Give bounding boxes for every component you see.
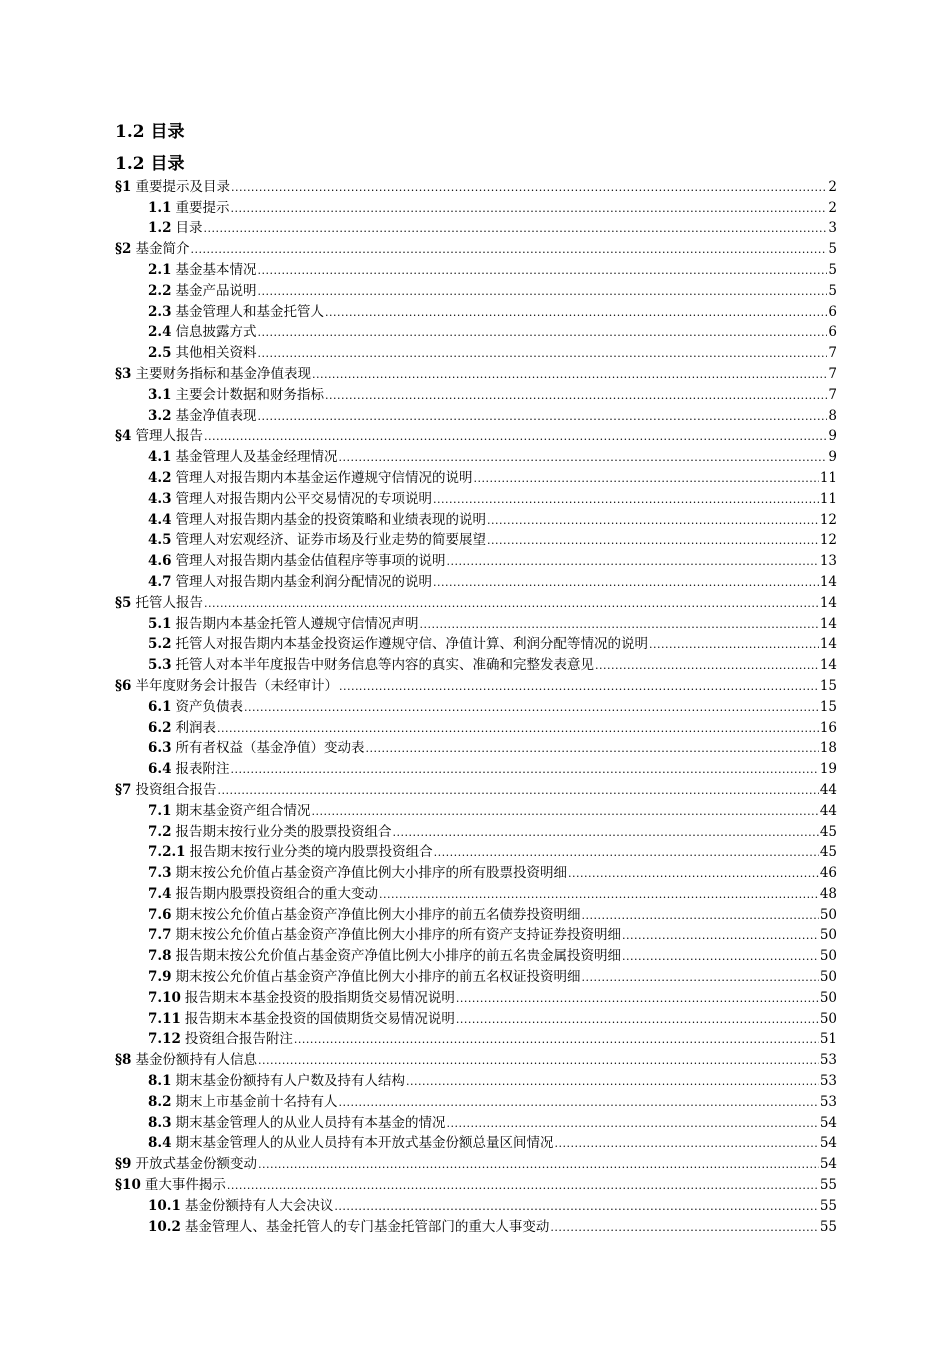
toc-entry-subsection[interactable] [115, 716, 837, 737]
toc-entry-page: 7 [828, 365, 837, 382]
toc-entry-page: 2 [828, 199, 837, 216]
toc-entry-number: 8.3 [148, 1114, 172, 1131]
toc-entry-number: §3 [115, 365, 132, 382]
toc-entry-number: 7.2.1 [148, 844, 186, 861]
toc-entry-title: 主要会计数据和财务指标 [175, 386, 324, 403]
toc-entry-page: 7 [828, 386, 837, 403]
toc-entry-subsection[interactable] [115, 445, 837, 466]
toc-dot-leader [217, 784, 818, 799]
toc-entry-page: 11 [819, 469, 837, 486]
toc-entry-page: 44 [819, 781, 837, 798]
toc-entry-number: 3.2 [148, 407, 172, 424]
toc-entry-title: 投资组合报告 [135, 781, 217, 798]
toc-dot-leader [456, 992, 819, 1007]
toc-entry-subsection[interactable] [115, 508, 837, 529]
toc-entry-subsection[interactable] [115, 861, 837, 882]
toc-entry-section[interactable] [115, 1173, 837, 1194]
toc-entry-page: 54 [819, 1135, 837, 1152]
toc-entry-number: 10.1 [148, 1197, 181, 1214]
toc-entry-title: 基金产品说明 [175, 282, 257, 299]
toc-dot-leader [456, 1013, 819, 1028]
toc-entry-page: 14 [819, 657, 837, 674]
toc-dot-leader [258, 1158, 819, 1173]
toc-entry-number: §5 [115, 594, 132, 611]
toc-entry-subsection[interactable] [115, 1090, 837, 1111]
toc-entry-title: 期末按公允价值占基金资产净值比例大小排序的前五名债券投资明细 [175, 906, 581, 923]
toc-dot-leader [312, 805, 819, 820]
toc-entry-title: 报告期末按行业分类的股票投资组合 [175, 823, 392, 840]
toc-entry-title: 重要提示 [175, 199, 230, 216]
toc-entry-subsection[interactable] [115, 258, 837, 279]
toc-entry-number: §6 [115, 677, 132, 694]
toc-dot-leader [231, 202, 828, 217]
toc-entry-subsection[interactable] [115, 196, 837, 217]
toc-dot-leader [447, 1117, 819, 1132]
toc-dot-leader [555, 1137, 819, 1152]
toc-entry-subsection[interactable] [115, 529, 837, 550]
toc-entry-subsection[interactable] [115, 1111, 837, 1132]
toc-dot-leader [420, 618, 819, 633]
toc-entry-page: 50 [819, 927, 837, 944]
toc-dot-leader [244, 701, 819, 716]
toc-entry-number: 10.2 [148, 1218, 181, 1235]
toc-entry-title: 托管人对本半年度报告中财务信息等内容的真实、准确和完整发表意见 [175, 657, 594, 674]
toc-entry-title: 管理人对报告期内基金的投资策略和业绩表现的说明 [175, 511, 486, 528]
toc-entry-number: 7.7 [148, 927, 172, 944]
toc-dot-leader [433, 493, 819, 508]
toc-entry-section[interactable] [115, 1152, 837, 1173]
toc-entry-section[interactable] [115, 362, 837, 383]
toc-entry-subsection[interactable] [115, 300, 837, 321]
toc-entry-subsection[interactable] [115, 217, 837, 238]
toc-entry-subsection[interactable] [115, 799, 837, 820]
toc-entry-title: 报告期末按公允价值占基金资产净值比例大小排序的前五名贵金属投资明细 [175, 948, 621, 965]
toc-entry-number: 7.10 [148, 989, 181, 1006]
toc-entry-subsection[interactable] [115, 633, 837, 654]
toc-entry-title: 管理人对宏观经济、证券市场及行业走势的简要展望 [175, 532, 486, 549]
toc-entry-page: 13 [819, 553, 837, 570]
toc-entry-number: 7.6 [148, 906, 172, 923]
toc-entry-page: 3 [828, 220, 837, 237]
toc-entry-subsection[interactable] [115, 279, 837, 300]
toc-entry-section[interactable] [115, 778, 837, 799]
toc-entry-page: 53 [819, 1052, 837, 1069]
toc-dot-leader [487, 534, 819, 549]
toc-entry-page: 53 [819, 1073, 837, 1090]
toc-entry-page: 50 [819, 948, 837, 965]
toc-entry-title: 期末按公允价值占基金资产净值比例大小排序的所有资产支持证券投资明细 [175, 927, 621, 944]
toc-entry-subsection[interactable] [115, 1194, 837, 1215]
toc-entry-number: 4.6 [148, 553, 172, 570]
toc-entry-title: 期末上市基金前十名持有人 [175, 1093, 338, 1110]
toc-dot-leader [258, 264, 828, 279]
toc-dot-leader [294, 1033, 819, 1048]
toc-dot-leader [334, 1200, 818, 1215]
toc-entry-page: 55 [819, 1177, 837, 1194]
toc-entry-title: 期末按公允价值占基金资产净值比例大小排序的所有股票投资明细 [175, 865, 567, 882]
toc-entry-subsection[interactable] [115, 1007, 837, 1028]
toc-dot-leader [582, 971, 819, 986]
toc-entry-number: 3.1 [148, 386, 172, 403]
toc-entry-number: §8 [115, 1052, 132, 1069]
toc-entry-number: 7.3 [148, 865, 172, 882]
toc-entry-number: §9 [115, 1156, 132, 1173]
toc-entry-subsection[interactable] [115, 570, 837, 591]
toc-dot-leader [204, 222, 828, 237]
toc-entry-page: 51 [819, 1031, 837, 1048]
toc-entry-section[interactable] [115, 674, 837, 695]
toc-entry-page: 2 [828, 178, 837, 195]
toc-entry-title: 报告期末本基金投资的国债期货交易情况说明 [184, 1010, 455, 1027]
table-of-contents [115, 175, 837, 1236]
toc-entry-page: 6 [828, 303, 837, 320]
toc-entry-number: 7.2 [148, 823, 172, 840]
toc-entry-number: 8.1 [148, 1073, 172, 1090]
toc-entry-title: 半年度财务会计报告（未经审计） [135, 677, 338, 694]
toc-entry-subsection[interactable] [115, 737, 837, 758]
toc-entry-title: 基金份额持有人信息 [135, 1052, 257, 1069]
toc-entry-title: 管理人对报告期内本基金运作遵规守信情况的说明 [175, 469, 473, 486]
toc-dot-leader [190, 243, 827, 258]
toc-entry-page: 5 [828, 241, 837, 258]
toc-dot-leader [258, 326, 828, 341]
toc-entry-page: 14 [819, 636, 837, 653]
toc-entry-page: 50 [819, 969, 837, 986]
toc-entry-number: 8.2 [148, 1093, 172, 1110]
toc-entry-subsection[interactable] [115, 404, 837, 425]
toc-entry-title: 期末基金份额持有人户数及持有人结构 [175, 1073, 405, 1090]
toc-entry-number: 4.1 [148, 449, 172, 466]
toc-entry-number: 7.4 [148, 885, 172, 902]
toc-entry-subsection[interactable] [115, 1132, 837, 1153]
toc-dot-leader [339, 680, 819, 695]
toc-entry-title: 利润表 [175, 719, 216, 736]
toc-entry-subsection[interactable] [115, 1028, 837, 1049]
toc-entry-page: 19 [819, 761, 837, 778]
toc-entry-title: 报表附注 [175, 761, 230, 778]
toc-entry-title: 基金净值表现 [175, 407, 257, 424]
section-heading: 1.2 目录 [115, 122, 185, 142]
toc-entry-title: 主要财务指标和基金净值表现 [135, 365, 311, 382]
toc-entry-subsection[interactable] [115, 986, 837, 1007]
toc-entry-title: 管理人报告 [135, 428, 203, 445]
toc-entry-title: 管理人对报告期内公平交易情况的专项说明 [175, 490, 432, 507]
toc-entry-title: 报告期内本基金托管人遵规守信情况声明 [175, 615, 419, 632]
toc-dot-leader [393, 826, 819, 841]
toc-entry-subsection[interactable] [115, 1069, 837, 1090]
toc-entry-page: 50 [819, 1010, 837, 1027]
toc-entry-page: 48 [819, 885, 837, 902]
toc-entry-subsection[interactable] [115, 944, 837, 965]
toc-entry-title: 托管人报告 [135, 594, 203, 611]
toc-entry-number: 4.4 [148, 511, 172, 528]
toc-entry-number: §10 [115, 1177, 141, 1194]
toc-entry-title: 期末基金资产组合情况 [175, 802, 311, 819]
toc-entry-page: 5 [828, 261, 837, 278]
toc-entry-number: 5.3 [148, 657, 172, 674]
toc-entry-page: 54 [819, 1156, 837, 1173]
toc-entry-title: 基金管理人及基金经理情况 [175, 449, 338, 466]
toc-entry-page: 15 [819, 698, 837, 715]
toc-dot-leader [217, 722, 819, 737]
toc-entry-number: 5.1 [148, 615, 172, 632]
toc-entry-subsection[interactable] [115, 695, 837, 716]
toc-entry-title: 其他相关资料 [175, 345, 257, 362]
toc-entry-title: 报告期末按行业分类的境内股票投资组合 [189, 844, 433, 861]
toc-entry-number: 7.8 [148, 948, 172, 965]
toc-entry-subsection[interactable] [115, 383, 837, 404]
toc-entry-title: 基金基本情况 [175, 261, 257, 278]
toc-entry-number: 5.2 [148, 636, 172, 653]
toc-entry-page: 14 [819, 594, 837, 611]
toc-entry-title: 期末基金管理人的从业人员持有本基金的情况 [175, 1114, 446, 1131]
toc-dot-leader [339, 451, 828, 466]
toc-dot-leader [434, 846, 819, 861]
toc-entry-number: 6.2 [148, 719, 172, 736]
toc-entry-page: 11 [819, 490, 837, 507]
toc-entry-title: 基金份额持有人大会决议 [184, 1197, 334, 1214]
toc-entry-number: 2.1 [148, 261, 172, 278]
toc-entry-number: 2.4 [148, 324, 172, 341]
toc-entry-subsection[interactable] [115, 757, 837, 778]
toc-dot-leader [231, 181, 827, 196]
toc-entry-number: 6.1 [148, 698, 172, 715]
toc-entry-number: 2.2 [148, 282, 172, 299]
toc-dot-leader [312, 368, 827, 383]
toc-entry-page: 8 [828, 407, 837, 424]
toc-entry-page: 5 [828, 282, 837, 299]
toc-entry-number: 4.3 [148, 490, 172, 507]
toc-entry-number: 6.4 [148, 761, 172, 778]
toc-entry-number: 2.3 [148, 303, 172, 320]
toc-entry-title: 托管人对报告期内本基金投资运作遵规守信、净值计算、利润分配等情况的说明 [175, 636, 648, 653]
toc-entry-page: 50 [819, 906, 837, 923]
toc-entry-page: 14 [819, 615, 837, 632]
toc-dot-leader [582, 909, 819, 924]
toc-entry-subsection[interactable] [115, 321, 837, 342]
toc-entry-title: 目录 [175, 220, 203, 237]
toc-entry-number: 1.1 [148, 199, 172, 216]
toc-heading: 1.2 目录 [115, 154, 185, 174]
toc-entry-number: 7.1 [148, 802, 172, 819]
toc-entry-number: §2 [115, 241, 132, 258]
toc-entry-page: 7 [828, 345, 837, 362]
toc-entry-subsection[interactable] [115, 341, 837, 362]
toc-dot-leader [622, 950, 819, 965]
toc-entry-number: 7.9 [148, 969, 172, 986]
toc-dot-leader [447, 555, 819, 570]
toc-entry-subsection[interactable] [115, 820, 837, 841]
toc-entry-number: 7.12 [148, 1031, 181, 1048]
toc-dot-leader [595, 659, 819, 674]
toc-entry-page: 45 [819, 844, 837, 861]
toc-dot-leader [568, 867, 819, 882]
toc-entry-page: 54 [819, 1114, 837, 1131]
toc-entry-page: 9 [828, 449, 837, 466]
toc-entry-title: 期末基金管理人的从业人员持有本开放式基金份额总量区间情况 [175, 1135, 554, 1152]
toc-dot-leader [622, 929, 819, 944]
toc-entry-subsection[interactable] [115, 653, 837, 674]
toc-dot-leader [204, 430, 827, 445]
toc-entry-subsection[interactable] [115, 466, 837, 487]
toc-entry-section[interactable] [115, 175, 837, 196]
toc-entry-page: 15 [819, 677, 837, 694]
toc-entry-page: 50 [819, 989, 837, 1006]
toc-entry-number: 2.5 [148, 345, 172, 362]
toc-dot-leader [325, 306, 827, 321]
toc-entry-title: 投资组合报告附注 [184, 1031, 293, 1048]
toc-dot-leader [339, 1096, 819, 1111]
toc-entry-title: 报告期内股票投资组合的重大变动 [175, 885, 378, 902]
toc-entry-title: 基金管理人、基金托管人的专门基金托管部门的重大人事变动 [184, 1218, 550, 1235]
toc-dot-leader [474, 472, 819, 487]
toc-entry-page: 9 [828, 428, 837, 445]
toc-entry-section[interactable] [115, 237, 837, 258]
toc-entry-title: 重大事件揭示 [144, 1177, 226, 1194]
toc-entry-page: 55 [819, 1197, 837, 1214]
toc-entry-page: 16 [819, 719, 837, 736]
toc-entry-number: §7 [115, 781, 132, 798]
toc-dot-leader [487, 514, 819, 529]
toc-entry-page: 12 [819, 511, 837, 528]
toc-entry-title: 重要提示及目录 [135, 178, 230, 195]
toc-entry-subsection[interactable] [115, 841, 837, 862]
toc-entry-page: 6 [828, 324, 837, 341]
toc-entry-page: 45 [819, 823, 837, 840]
toc-entry-number: 4.2 [148, 469, 172, 486]
toc-entry-subsection[interactable] [115, 487, 837, 508]
toc-dot-leader [258, 410, 828, 425]
toc-entry-number: 4.5 [148, 532, 172, 549]
toc-entry-section[interactable] [115, 425, 837, 446]
toc-entry-page: 44 [819, 802, 837, 819]
toc-entry-title: 开放式基金份额变动 [135, 1156, 257, 1173]
toc-entry-title: 所有者权益（基金净值）变动表 [175, 740, 365, 757]
toc-entry-page: 14 [819, 573, 837, 590]
toc-entry-subsection[interactable] [115, 1215, 837, 1236]
toc-entry-title: 管理人对报告期内基金利润分配情况的说明 [175, 573, 432, 590]
toc-entry-title: 基金简介 [135, 241, 190, 258]
toc-entry-page: 55 [819, 1218, 837, 1235]
toc-dot-leader [379, 888, 819, 903]
toc-entry-title: 报告期末本基金投资的股指期货交易情况说明 [184, 989, 455, 1006]
toc-entry-subsection[interactable] [115, 612, 837, 633]
toc-entry-subsection[interactable] [115, 882, 837, 903]
toc-entry-number: 7.11 [148, 1010, 181, 1027]
toc-entry-page: 53 [819, 1093, 837, 1110]
toc-entry-title: 管理人对报告期内基金估值程序等事项的说明 [175, 553, 446, 570]
toc-dot-leader [258, 285, 828, 300]
toc-dot-leader [204, 597, 819, 612]
toc-entry-section[interactable] [115, 1048, 837, 1069]
toc-dot-leader [433, 576, 819, 591]
toc-entry-page: 18 [819, 740, 837, 757]
toc-entry-title: 信息披露方式 [175, 324, 257, 341]
toc-dot-leader [649, 638, 819, 653]
toc-entry-subsection[interactable] [115, 903, 837, 924]
toc-dot-leader [325, 389, 827, 404]
toc-dot-leader [258, 347, 828, 362]
toc-entry-subsection[interactable] [115, 965, 837, 986]
toc-dot-leader [550, 1221, 818, 1236]
toc-entry-number: §4 [115, 428, 132, 445]
toc-entry-page: 46 [819, 865, 837, 882]
toc-entry-number: 1.2 [148, 220, 172, 237]
toc-dot-leader [406, 1075, 819, 1090]
toc-entry-number: §1 [115, 178, 132, 195]
toc-dot-leader [258, 1054, 819, 1069]
toc-entry-subsection[interactable] [115, 549, 837, 570]
toc-entry-title: 资产负债表 [175, 698, 243, 715]
toc-dot-leader [231, 763, 819, 778]
toc-entry-number: 4.7 [148, 573, 172, 590]
toc-entry-subsection[interactable] [115, 924, 837, 945]
toc-dot-leader [366, 742, 819, 757]
toc-dot-leader [227, 1179, 819, 1194]
toc-entry-number: 8.4 [148, 1135, 172, 1152]
toc-entry-title: 基金管理人和基金托管人 [175, 303, 324, 320]
toc-entry-page: 12 [819, 532, 837, 549]
toc-entry-title: 期末按公允价值占基金资产净值比例大小排序的前五名权证投资明细 [175, 969, 581, 986]
toc-entry-number: 6.3 [148, 740, 172, 757]
toc-entry-section[interactable] [115, 591, 837, 612]
